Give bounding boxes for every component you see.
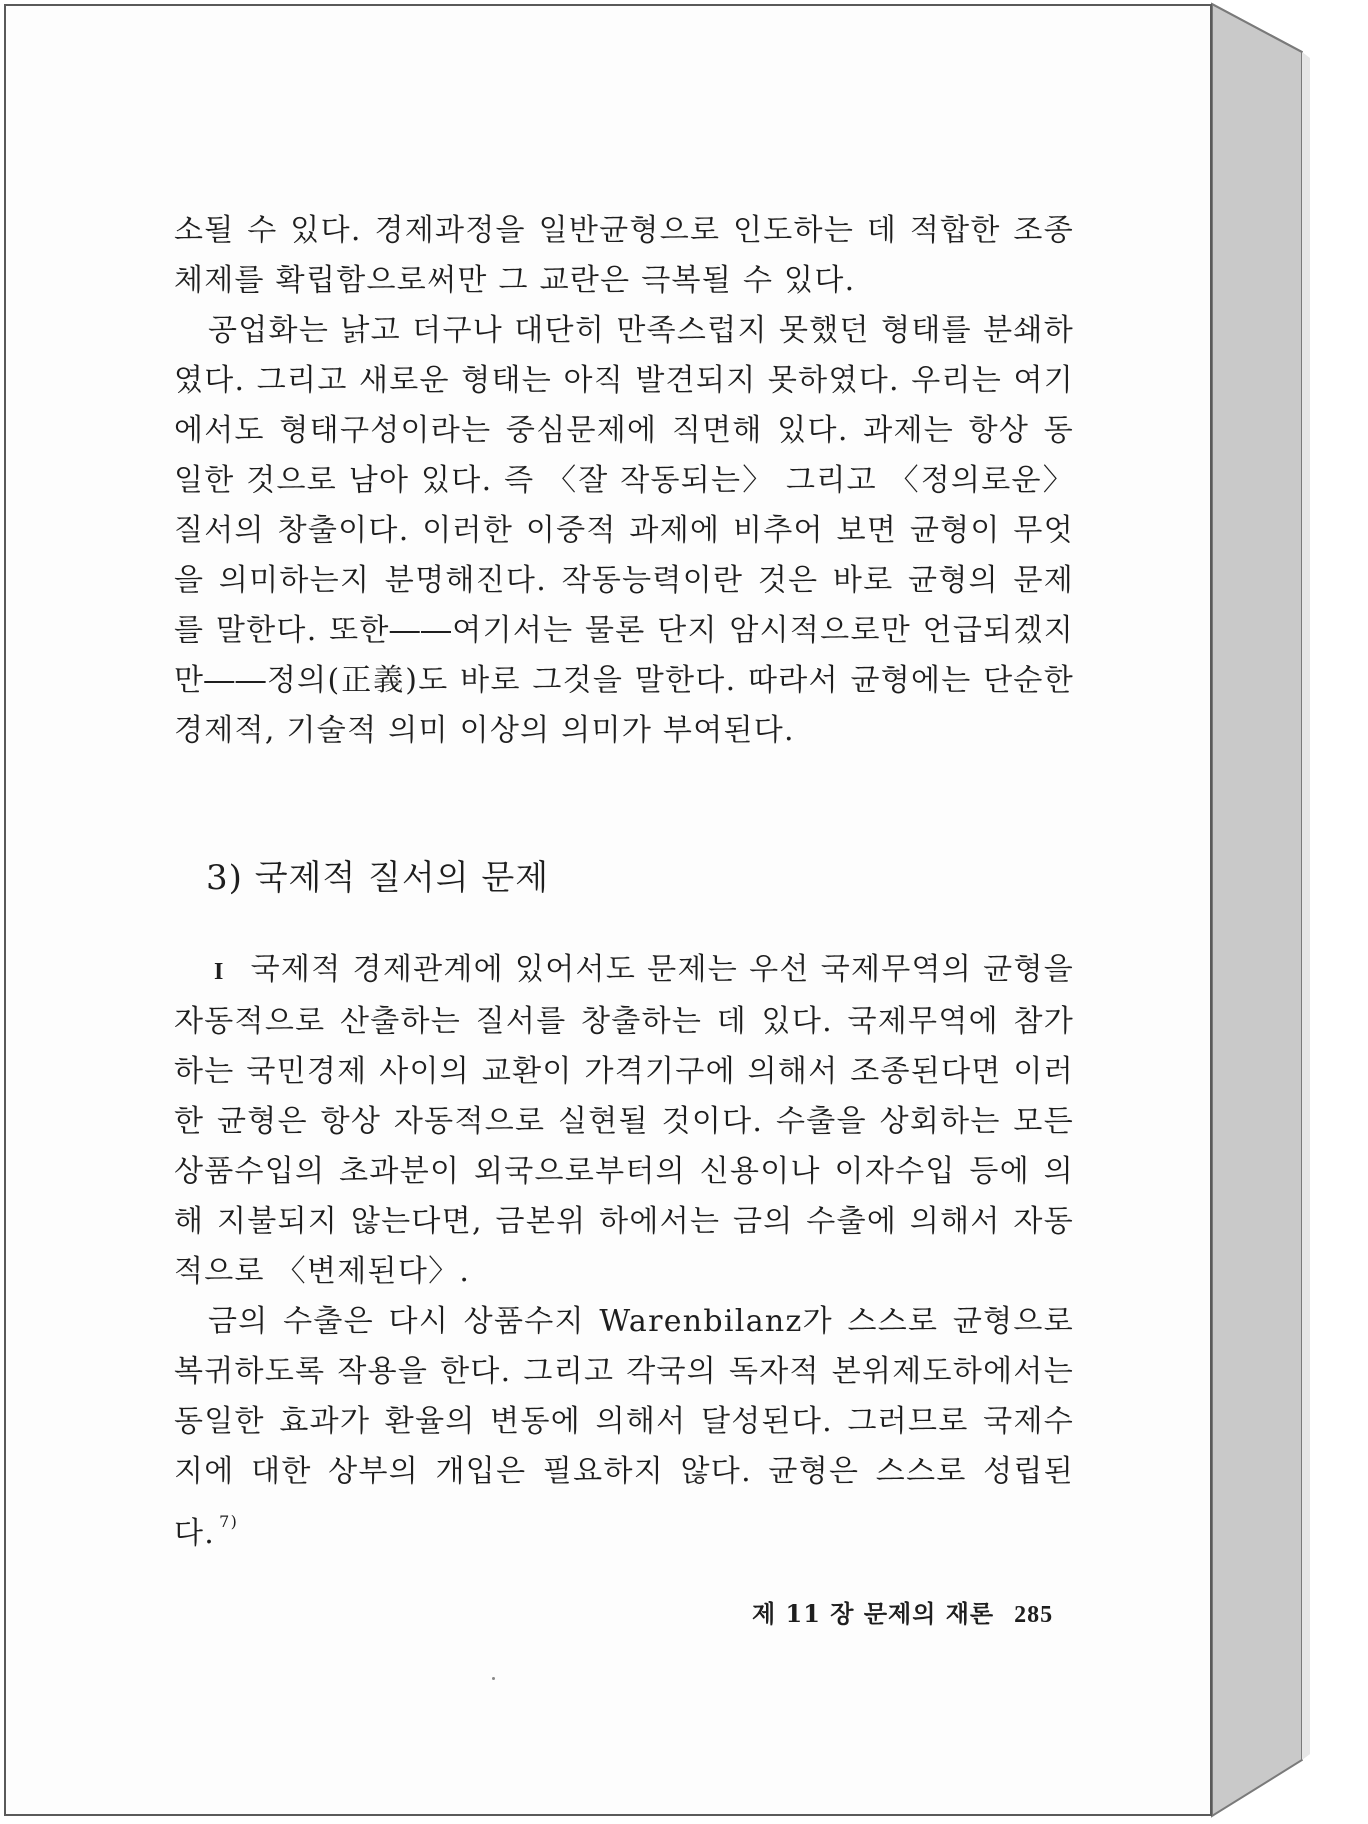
paragraph-2: 공업화는 낡고 더구나 대단히 만족스럽지 못했던 형태를 분쇄하였다. 그리고 새로운 형태는 아직 발견되지 못하였다. 우리는 여기에서도 형태구성이라는 중심문제에 직면해 있다. 과제는 항상 동일한 것으로 남아 있다. 즉 〈잘 작동되는〉 그리고 〈정의로운〉 질서의 창출이다. 이러한 이중적 과제에 비추어 보면 균형이 무엇을 의미하는지 분명해진다. 작동능력이란 것은 바로 균형의 문제를 말한다. 또한――여기서는 물론 단지 암시적으로만 언급되겠지만――정의(正義)도 바로 그것을 말한다. 따라서 균형에는 단순한 경제적, 기술적 의미 이상의 의미가 부여된다. (174, 313, 1074, 748)
paragraph-1: 소될 수 있다. 경제과정을 일반균형으로 인도하는 데 적합한 조종체제를 확립함으로써만 그 교란은 극복될 수 있다. (174, 213, 1074, 298)
running-footer (752, 1594, 1053, 1629)
scan-speck (492, 1677, 495, 1680)
page-number: 285 (1014, 1602, 1054, 1628)
footnote-reference: 7) (219, 1512, 239, 1531)
paragraph-4-text: 금의 수출은 다시 상품수지 Warenbilanz가 스스로 균형으로 복귀하도록 작용을 한다. 그리고 각국의 독자적 본위제도하에서는 동일한 효과가 환율의 변동에 의해서 달성된다. 그러므로 국제수지에 대한 상부의 개입은 필요하지 않다. 균형은 스스로 성립된다. (174, 1304, 1074, 1551)
paragraph-3-text: 국제적 경제관계에 있어서도 문제는 우선 국제무역의 균형을 자동적으로 산출하는 질서를 창출하는 데 있다. 국제무역에 참가하는 국민경제 사이의 교환이 가격기구에 의해서 조종된다면 이러한 균형은 항상 자동적으로 실현될 것이다. 수출을 상회하는 모든 상품수입의 초과분이 외국으로부터의 신용이나 이자수입 등에 의해 지불되지 않는다면, 금본위 하에서는 금의 수출에 의해서 자동적으로 〈변제된다〉. (174, 952, 1074, 1289)
section-marker: I (214, 959, 225, 985)
bottom-text-block (174, 945, 1074, 1559)
top-text-block (174, 206, 1074, 756)
paragraph-4 (174, 1297, 1074, 1559)
chapter-label: 제 11 장 문제의 재론 (752, 1599, 995, 1628)
paragraph-3 (174, 945, 1074, 1297)
section-heading: 3) 국제적 질서의 문제 (206, 858, 550, 898)
